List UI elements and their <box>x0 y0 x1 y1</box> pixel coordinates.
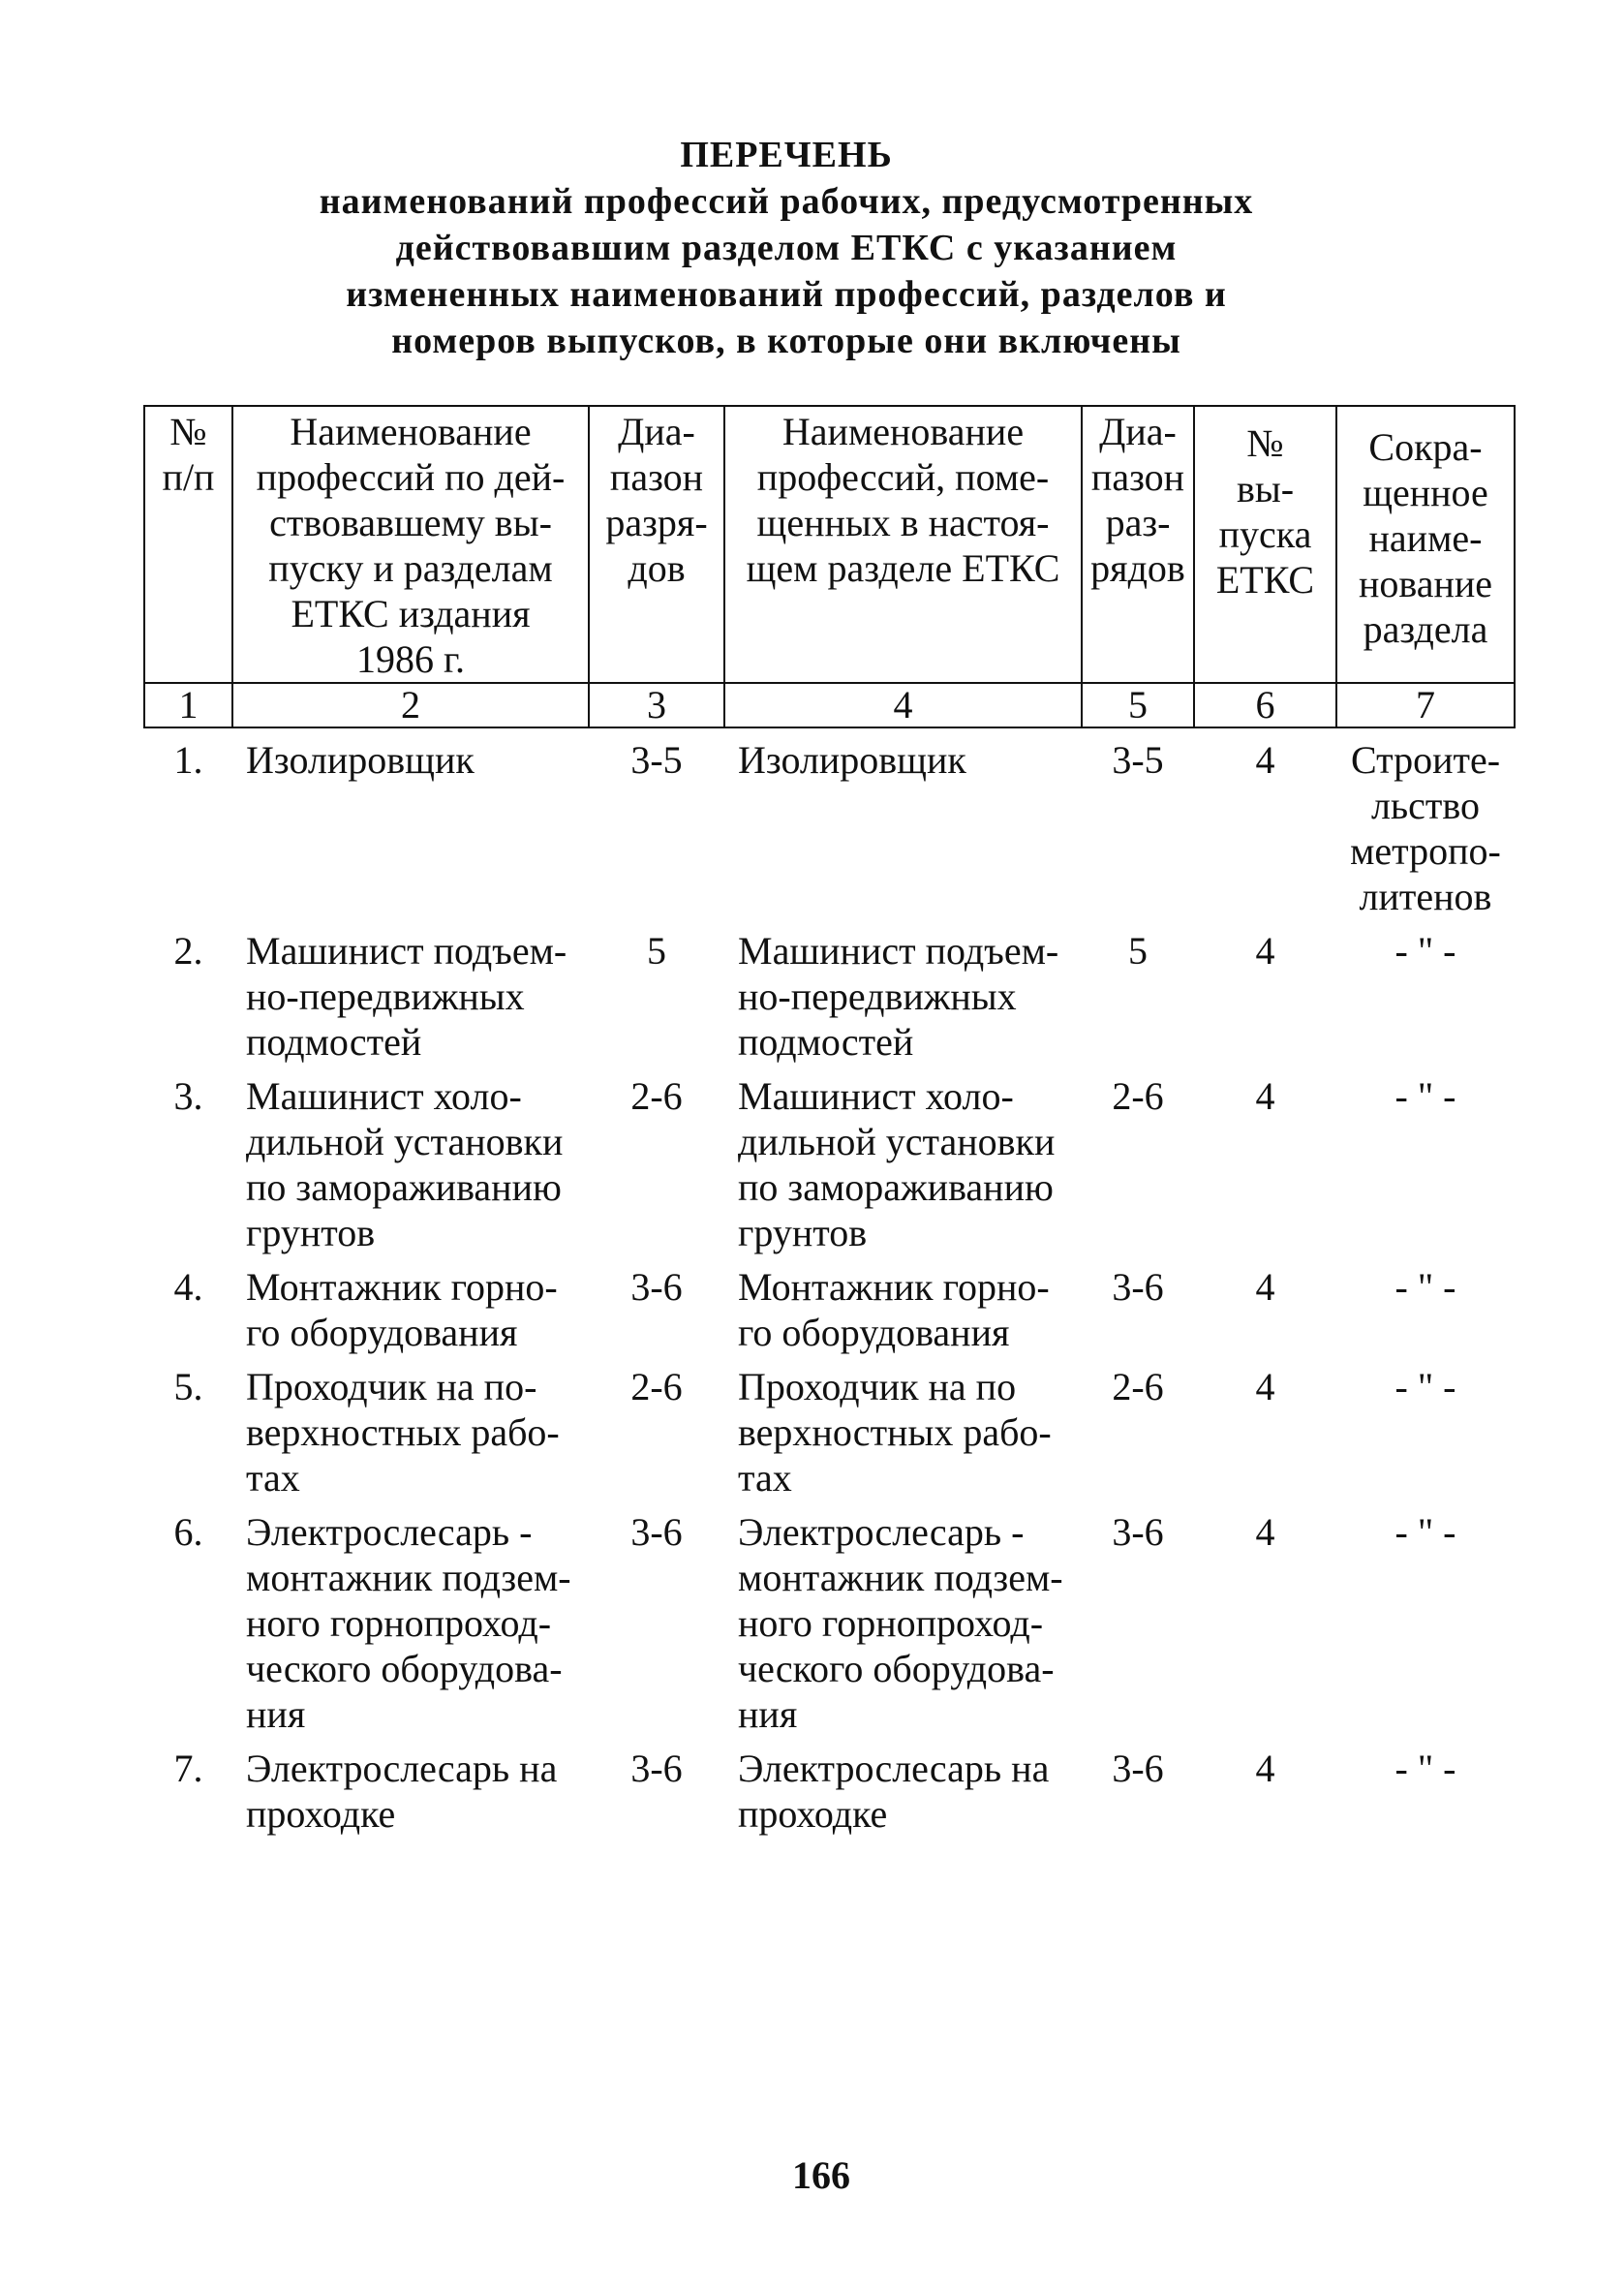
old-profession-name-line: подмостей <box>246 1020 422 1064</box>
old-profession-name-line: Машинист холо- <box>246 1074 522 1118</box>
new-grade-range <box>1082 1255 1194 1355</box>
header-line: ЕТКС <box>1215 558 1315 602</box>
old-grade-range-line: 3-5 <box>630 738 683 782</box>
header-line: Диа- <box>618 410 695 453</box>
old-profession-name-line: тах <box>246 1456 300 1500</box>
section-short-name <box>1336 1255 1515 1355</box>
old-profession-name <box>232 1737 589 1837</box>
old-grade-range <box>589 727 724 919</box>
header-cell-section-short-name <box>1336 406 1515 683</box>
header-line: пуску и разделам <box>268 546 553 590</box>
new-profession-name-line: тах <box>738 1456 792 1500</box>
etks-issue-number-line: 4 <box>1255 1265 1275 1309</box>
etks-issue-number <box>1194 919 1336 1065</box>
new-profession-name-line: дильной установки <box>738 1120 1056 1163</box>
old-grade-range <box>589 1737 724 1837</box>
new-profession-name-line: Электрослесарь на <box>738 1747 1050 1790</box>
row-number-line: 3. <box>173 1074 203 1118</box>
etks-issue-number-line: 4 <box>1255 1365 1275 1408</box>
new-profession-name-line: по замораживанию <box>738 1165 1054 1209</box>
row-number <box>144 1355 232 1500</box>
new-grade-range <box>1082 1355 1194 1500</box>
table-header <box>144 406 1515 727</box>
new-profession-name-line: подмостей <box>738 1020 914 1064</box>
new-profession-name-line: но-передвижных <box>738 974 1017 1018</box>
new-profession-name-line: ческого оборудова- <box>738 1647 1055 1690</box>
old-grade-range-line: 3-6 <box>630 1265 683 1309</box>
column-number: 2 <box>232 683 589 727</box>
table-row <box>144 1255 1515 1355</box>
section-short-name-line: льство <box>1370 784 1481 827</box>
new-profession-name <box>724 1737 1082 1837</box>
table-row <box>144 1065 1515 1255</box>
row-number-line: 2. <box>173 929 203 973</box>
header-row <box>144 406 1515 683</box>
header-line: п/п <box>162 455 215 499</box>
new-profession-name <box>724 1065 1082 1255</box>
section-short-name <box>1336 919 1515 1065</box>
old-grade-range <box>589 1065 724 1255</box>
header-line: Диа- <box>1099 410 1177 453</box>
old-profession-name-line: ческого оборудова- <box>246 1647 563 1690</box>
header-line: профессий, поме- <box>756 455 1050 499</box>
old-grade-range-line: 2-6 <box>630 1074 683 1118</box>
header-cell-new-profession-name <box>724 406 1082 683</box>
table-row <box>144 919 1515 1065</box>
header-line: ЕТКС издания <box>291 592 531 635</box>
table-row <box>144 727 1515 919</box>
new-grade-range-line: 3-6 <box>1112 1510 1164 1554</box>
old-grade-range <box>589 1355 724 1500</box>
new-grade-range-line: 2-6 <box>1112 1365 1164 1408</box>
etks-issue-number <box>1194 1500 1336 1737</box>
header-line: Наименование <box>781 410 1025 453</box>
table-row <box>144 1737 1515 1837</box>
old-profession-name-line: по замораживанию <box>246 1165 562 1209</box>
new-profession-name <box>724 1355 1082 1500</box>
header-line: щенных в настоя- <box>756 501 1050 544</box>
etks-issue-number <box>1194 727 1336 919</box>
header-line: пуска <box>1218 512 1312 556</box>
header-line: дов <box>628 546 686 590</box>
new-grade-range <box>1082 1065 1194 1255</box>
section-short-name-line: - " - <box>1394 1510 1456 1554</box>
header-line: раз- <box>1105 501 1171 544</box>
header-line: разря- <box>605 501 708 544</box>
header-line: раздела <box>1363 607 1488 651</box>
row-number <box>144 919 232 1065</box>
old-profession-name <box>232 1255 589 1355</box>
header-cell-row-number <box>144 406 232 683</box>
old-profession-name-line: Изолировщик <box>246 738 475 782</box>
title-line: действовавшим разделом ЕТКС с указанием <box>395 228 1178 268</box>
old-profession-name-line: Проходчик на по- <box>246 1365 537 1408</box>
old-profession-name-line: ния <box>246 1692 306 1736</box>
old-profession-name-line: но-передвижных <box>246 974 525 1018</box>
old-profession-name <box>232 1500 589 1737</box>
header-cell-new-grade-range <box>1082 406 1194 683</box>
old-profession-name-line: Монтажник горно- <box>246 1265 558 1309</box>
column-number: 7 <box>1336 683 1515 727</box>
old-grade-range-line: 5 <box>647 929 666 973</box>
old-profession-name-line: ного горнопроход- <box>246 1601 552 1645</box>
row-number-line: 7. <box>173 1747 203 1790</box>
new-profession-name-line: грунтов <box>738 1211 868 1254</box>
old-profession-name-line: дильной установки <box>246 1120 564 1163</box>
title-line: номеров выпусков, в которые они включены <box>391 321 1181 361</box>
old-profession-name-line: проходке <box>246 1792 396 1836</box>
header-line: пазон <box>609 455 704 499</box>
header-cell-old-profession-name <box>232 406 589 683</box>
row-number <box>144 727 232 919</box>
new-profession-name-line: ния <box>738 1692 798 1736</box>
header-line: щем разделе ЕТКС <box>746 546 1060 590</box>
new-grade-range-line: 3-5 <box>1112 738 1164 782</box>
old-profession-name-line: Машинист подъем- <box>246 929 567 973</box>
column-number-row <box>144 683 1515 727</box>
section-short-name-line: метропо- <box>1350 829 1501 873</box>
new-profession-name-line: Изолировщик <box>738 738 966 782</box>
new-profession-name-line: Монтажник горно- <box>738 1265 1050 1309</box>
etks-issue-number <box>1194 1255 1336 1355</box>
column-number: 4 <box>724 683 1082 727</box>
new-grade-range <box>1082 1500 1194 1737</box>
header-line: ствовавшему вы- <box>269 501 552 544</box>
old-profession-name-line: верхностных рабо- <box>246 1410 560 1454</box>
etks-issue-number <box>1194 1737 1336 1837</box>
column-number: 6 <box>1194 683 1336 727</box>
etks-issue-number-line: 4 <box>1255 1510 1275 1554</box>
new-grade-range-line: 2-6 <box>1112 1074 1164 1118</box>
new-profession-name-line: Проходчик на по <box>738 1365 1017 1408</box>
column-number: 3 <box>589 683 724 727</box>
old-grade-range-line: 3-6 <box>630 1747 683 1790</box>
title-line: измененных наименований профессий, разделов и <box>346 274 1227 315</box>
old-profession-name-line: грунтов <box>246 1211 376 1254</box>
header-line: профессий по дей- <box>256 455 566 499</box>
new-grade-range-line: 3-6 <box>1112 1747 1164 1790</box>
old-profession-name-line: монтажник подзем- <box>246 1556 571 1599</box>
section-short-name <box>1336 1500 1515 1737</box>
header-line: вы- <box>1236 467 1295 510</box>
header-line: наиме- <box>1368 516 1483 560</box>
old-grade-range-line: 3-6 <box>630 1510 683 1554</box>
new-grade-range-line: 5 <box>1128 929 1148 973</box>
old-profession-name-line: Электрослесарь - <box>246 1510 533 1554</box>
header-line: Наименование <box>290 410 532 453</box>
row-number <box>144 1255 232 1355</box>
title-heading: ПЕРЕЧЕНЬ <box>680 135 893 175</box>
old-profession-name-line: Электрослесарь на <box>246 1747 558 1790</box>
section-short-name-line: Строите- <box>1350 738 1501 782</box>
row-number <box>144 1500 232 1737</box>
new-profession-name <box>724 1500 1082 1737</box>
old-profession-name <box>232 1065 589 1255</box>
new-profession-name-line: Машинист подъем- <box>738 929 1059 973</box>
etks-issue-number-line: 4 <box>1255 1747 1275 1790</box>
row-number-line: 1. <box>173 738 203 782</box>
section-short-name-line: - " - <box>1394 929 1456 973</box>
old-grade-range-line: 2-6 <box>630 1365 683 1408</box>
page-number: 166 <box>792 2153 850 2197</box>
section-short-name-line: - " - <box>1394 1265 1456 1309</box>
section-short-name-line: - " - <box>1394 1074 1456 1118</box>
section-short-name-line: - " - <box>1394 1747 1456 1790</box>
title-line: наименований профессий рабочих, предусмотренных <box>319 181 1254 222</box>
new-profession-name <box>724 1255 1082 1355</box>
new-grade-range <box>1082 727 1194 919</box>
old-grade-range <box>589 919 724 1065</box>
row-number-line: 4. <box>173 1265 203 1309</box>
professions-table <box>143 405 1516 1837</box>
header-line: № <box>1246 421 1284 465</box>
section-short-name <box>1336 1065 1515 1255</box>
row-number <box>144 1737 232 1837</box>
old-profession-name-line: го оборудования <box>246 1311 518 1354</box>
new-grade-range-line: 3-6 <box>1112 1265 1164 1309</box>
new-profession-name-line: ного горнопроход- <box>738 1601 1044 1645</box>
old-profession-name <box>232 919 589 1065</box>
etks-issue-number <box>1194 1065 1336 1255</box>
header-line: пазон <box>1090 455 1185 499</box>
table-body <box>144 727 1515 1837</box>
new-profession-name-line: Электрослесарь - <box>738 1510 1025 1554</box>
table-row <box>144 1355 1515 1500</box>
header-line: № <box>169 410 207 453</box>
header-line: нование <box>1358 562 1493 605</box>
header-cell-etks-issue-number <box>1194 406 1336 683</box>
section-short-name-line: - " - <box>1394 1365 1456 1408</box>
new-grade-range <box>1082 919 1194 1065</box>
new-profession-name-line: го оборудования <box>738 1311 1010 1354</box>
section-short-name <box>1336 727 1515 919</box>
new-grade-range <box>1082 1737 1194 1837</box>
header-line: рядов <box>1090 546 1185 590</box>
old-grade-range <box>589 1255 724 1355</box>
column-number: 5 <box>1082 683 1194 727</box>
table-row <box>144 1500 1515 1737</box>
document-title <box>205 132 1367 364</box>
row-number-line: 6. <box>173 1510 203 1554</box>
old-profession-name <box>232 727 589 919</box>
header-line: 1986 г. <box>356 637 465 681</box>
new-profession-name <box>724 919 1082 1065</box>
new-profession-name-line: верхностных рабо- <box>738 1410 1052 1454</box>
section-short-name-line: литенов <box>1359 875 1492 918</box>
etks-issue-number-line: 4 <box>1255 1074 1275 1118</box>
new-profession-name-line: монтажник подзем- <box>738 1556 1063 1599</box>
etks-issue-number <box>1194 1355 1336 1500</box>
section-short-name <box>1336 1355 1515 1500</box>
column-number: 1 <box>144 683 232 727</box>
row-number-line: 5. <box>173 1365 203 1408</box>
old-profession-name <box>232 1355 589 1500</box>
new-profession-name-line: проходке <box>738 1792 888 1836</box>
old-grade-range <box>589 1500 724 1737</box>
header-line: Сокра- <box>1368 425 1483 469</box>
header-line: щенное <box>1363 471 1488 514</box>
etks-issue-number-line: 4 <box>1255 738 1275 782</box>
new-profession-name <box>724 727 1082 919</box>
etks-issue-number-line: 4 <box>1255 929 1275 973</box>
new-profession-name-line: Машинист холо- <box>738 1074 1014 1118</box>
section-short-name <box>1336 1737 1515 1837</box>
row-number <box>144 1065 232 1255</box>
header-cell-old-grade-range <box>589 406 724 683</box>
